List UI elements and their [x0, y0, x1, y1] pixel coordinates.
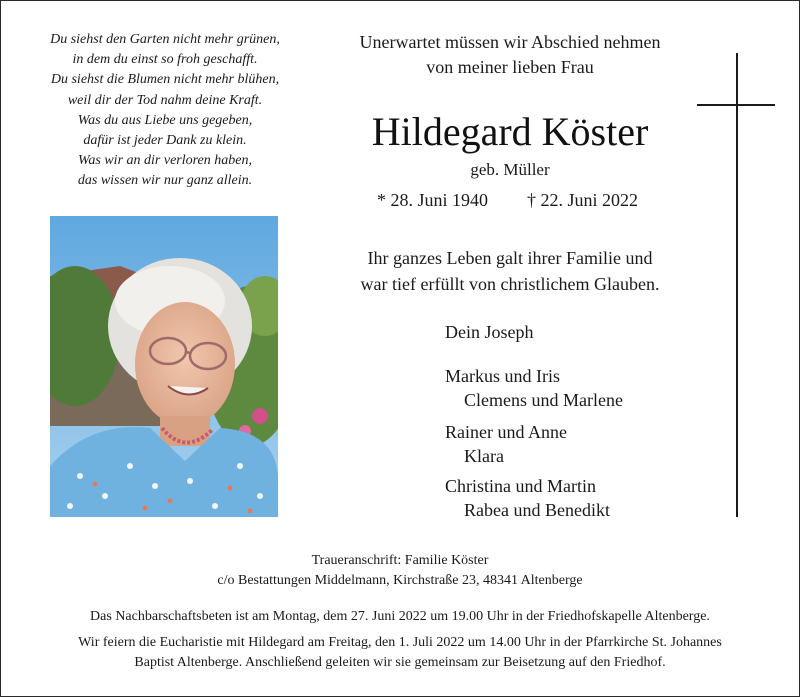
family-children: Rabea und Benedikt	[464, 500, 610, 520]
birth-date: * 28. Juni 1940	[377, 190, 489, 210]
poem-line: Was wir an dir verloren haben,	[78, 153, 252, 169]
portrait-photo	[50, 216, 278, 517]
tribute-line: war tief erfüllt von christlichem Glauben.	[360, 274, 660, 294]
mass-line: Wir feiern die Eucharistie mit Hildegard am Freitag, den 1. Juli 2022 um 14.00 Uhr in der Pfarrkirche St. Johannes	[78, 635, 722, 650]
spouse: Dein Joseph	[445, 322, 534, 342]
mourning-address	[0, 551, 800, 591]
intro-line: Unerwartet müssen wir Abschied nehmen	[359, 32, 661, 52]
intro-line: von meiner lieben Frau	[426, 57, 594, 77]
poem-line: weil dir der Tod nahm deine Kraft.	[67, 92, 263, 108]
tribute-text	[320, 245, 700, 297]
family-parents: Markus und Iris	[445, 366, 560, 386]
family-children: Klara	[464, 446, 504, 466]
mass-line: Baptist Altenberge. Anschließend geleiten wir sie gemeinsam zur Beisetzung auf den Friedhof.	[134, 655, 666, 670]
address-line: Traueranschrift: Familie Köster	[311, 553, 489, 568]
family-parents: Christina und Martin	[445, 476, 596, 496]
cross-vertical	[736, 53, 738, 517]
tribute-line: Ihr ganzes Leben galt ihrer Familie und	[367, 248, 653, 268]
intro-text	[320, 30, 700, 80]
poem-line: Du siehst den Garten nicht mehr grünen,	[50, 32, 280, 47]
poem-line: das wissen wir nur ganz allein.	[77, 173, 253, 189]
birth-name: geb. Müller	[470, 160, 550, 179]
family-parents: Rainer und Anne	[445, 422, 567, 442]
neighborhood-prayer-notice: Das Nachbarschaftsbeten ist am Montag, dem 27. Juni 2022 um 19.00 Uhr in der Friedhofskapelle Altenberge.	[90, 609, 710, 624]
address-line: c/o Bestattungen Middelmann, Kirchstraße 23, 48341 Altenberge	[217, 573, 583, 588]
poem-line: Du siehst die Blumen nicht mehr blühen,	[50, 72, 280, 88]
poem	[20, 30, 310, 192]
death-date: † 22. Juni 2022	[527, 190, 639, 210]
family-children: Clemens und Marlene	[464, 390, 623, 410]
poem-line: dafür ist jeder Dank zu klein.	[83, 133, 247, 149]
mass-notice	[0, 633, 800, 673]
poem-line: Was du aus Liebe uns gegeben,	[77, 112, 253, 128]
poem-line: in dem du einst so froh geschafft.	[72, 52, 258, 68]
deceased-name: Hildegard Köster	[371, 109, 649, 154]
cross-horizontal	[697, 104, 775, 106]
